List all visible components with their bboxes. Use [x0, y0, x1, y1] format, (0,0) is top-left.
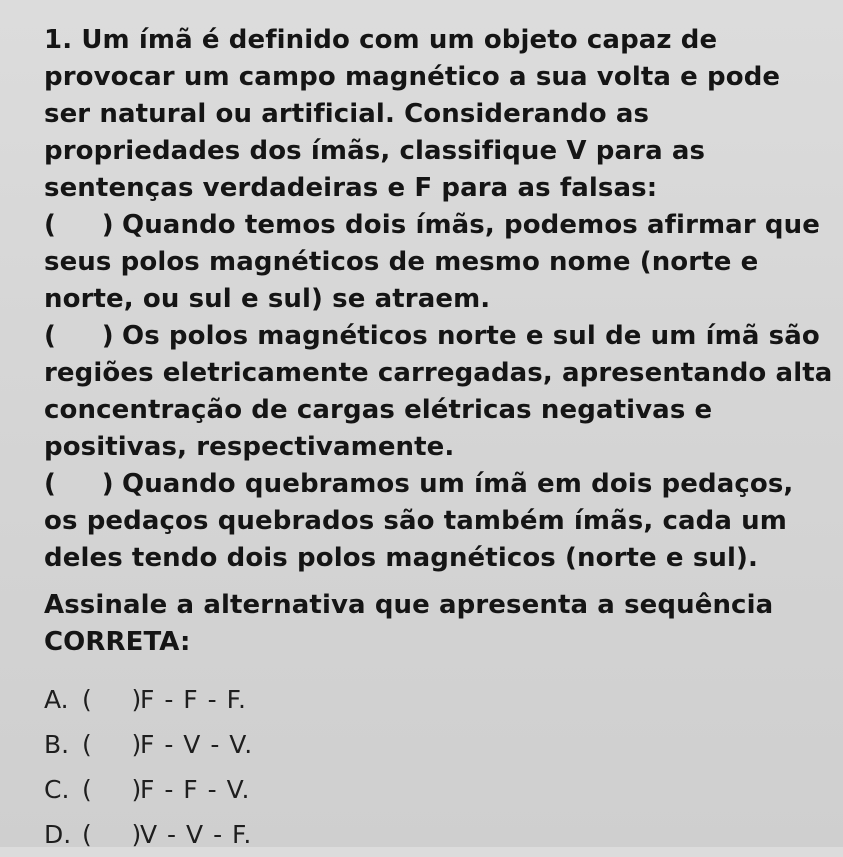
option-c-letter: C. [44, 775, 70, 804]
option-c-checkbox[interactable]: ( ) [82, 775, 142, 804]
prompt-text: Assinale a alternativa que apresenta a sequência CORRETA: [44, 590, 774, 657]
question-text: 1. Um ímã é definido com um objeto capaz de provocar um campo magnético a sua volta e pode ser natural ou artificial. Considerando as propriedades dos ímãs, classifique V para as sentenças verdadeiras e F para as falsas: [44, 25, 781, 203]
statement-1 [44, 207, 834, 318]
option-b[interactable] [44, 722, 834, 767]
answer-blank-1[interactable]: ( ) [44, 210, 114, 240]
option-b-letter: B. [44, 730, 70, 759]
option-a-checkbox[interactable]: ( ) [82, 685, 142, 714]
statement-2-text: Os polos magnéticos norte e sul de um ímã são regiões eletricamente carregadas, apresentando alta concentração de cargas elétricas negativas e positivas, respectivamente. [44, 321, 833, 462]
option-a-letter: A. [44, 685, 69, 714]
option-d-sequence: V - V - F. [140, 820, 253, 849]
exercise-page [44, 22, 834, 857]
answer-blank-3[interactable]: ( ) [44, 469, 114, 499]
option-d[interactable] [44, 812, 834, 857]
option-c[interactable] [44, 767, 834, 812]
statement-list [44, 207, 834, 577]
answer-blank-2[interactable]: ( ) [44, 321, 114, 351]
option-d-checkbox[interactable]: ( ) [82, 820, 142, 849]
option-a[interactable] [44, 677, 834, 722]
option-b-sequence: F - V - V. [140, 730, 254, 759]
statement-2 [44, 318, 834, 466]
option-c-sequence: F - F - V. [140, 775, 251, 804]
option-a-sequence: F - F - F. [140, 685, 247, 714]
options-list [44, 677, 834, 857]
option-b-checkbox[interactable]: ( ) [82, 730, 142, 759]
option-d-letter: D. [44, 820, 72, 849]
statement-1-text: Quando temos dois ímãs, podemos afirmar que seus polos magnéticos de mesmo nome (norte e norte, ou sul e sul) se atraem. [44, 210, 820, 314]
statement-3-text: Quando quebramos um ímã em dois pedaços, os pedaços quebrados são também ímãs, cada um deles tendo dois polos magnéticos (norte e sul). [44, 469, 794, 573]
statement-3 [44, 466, 834, 577]
